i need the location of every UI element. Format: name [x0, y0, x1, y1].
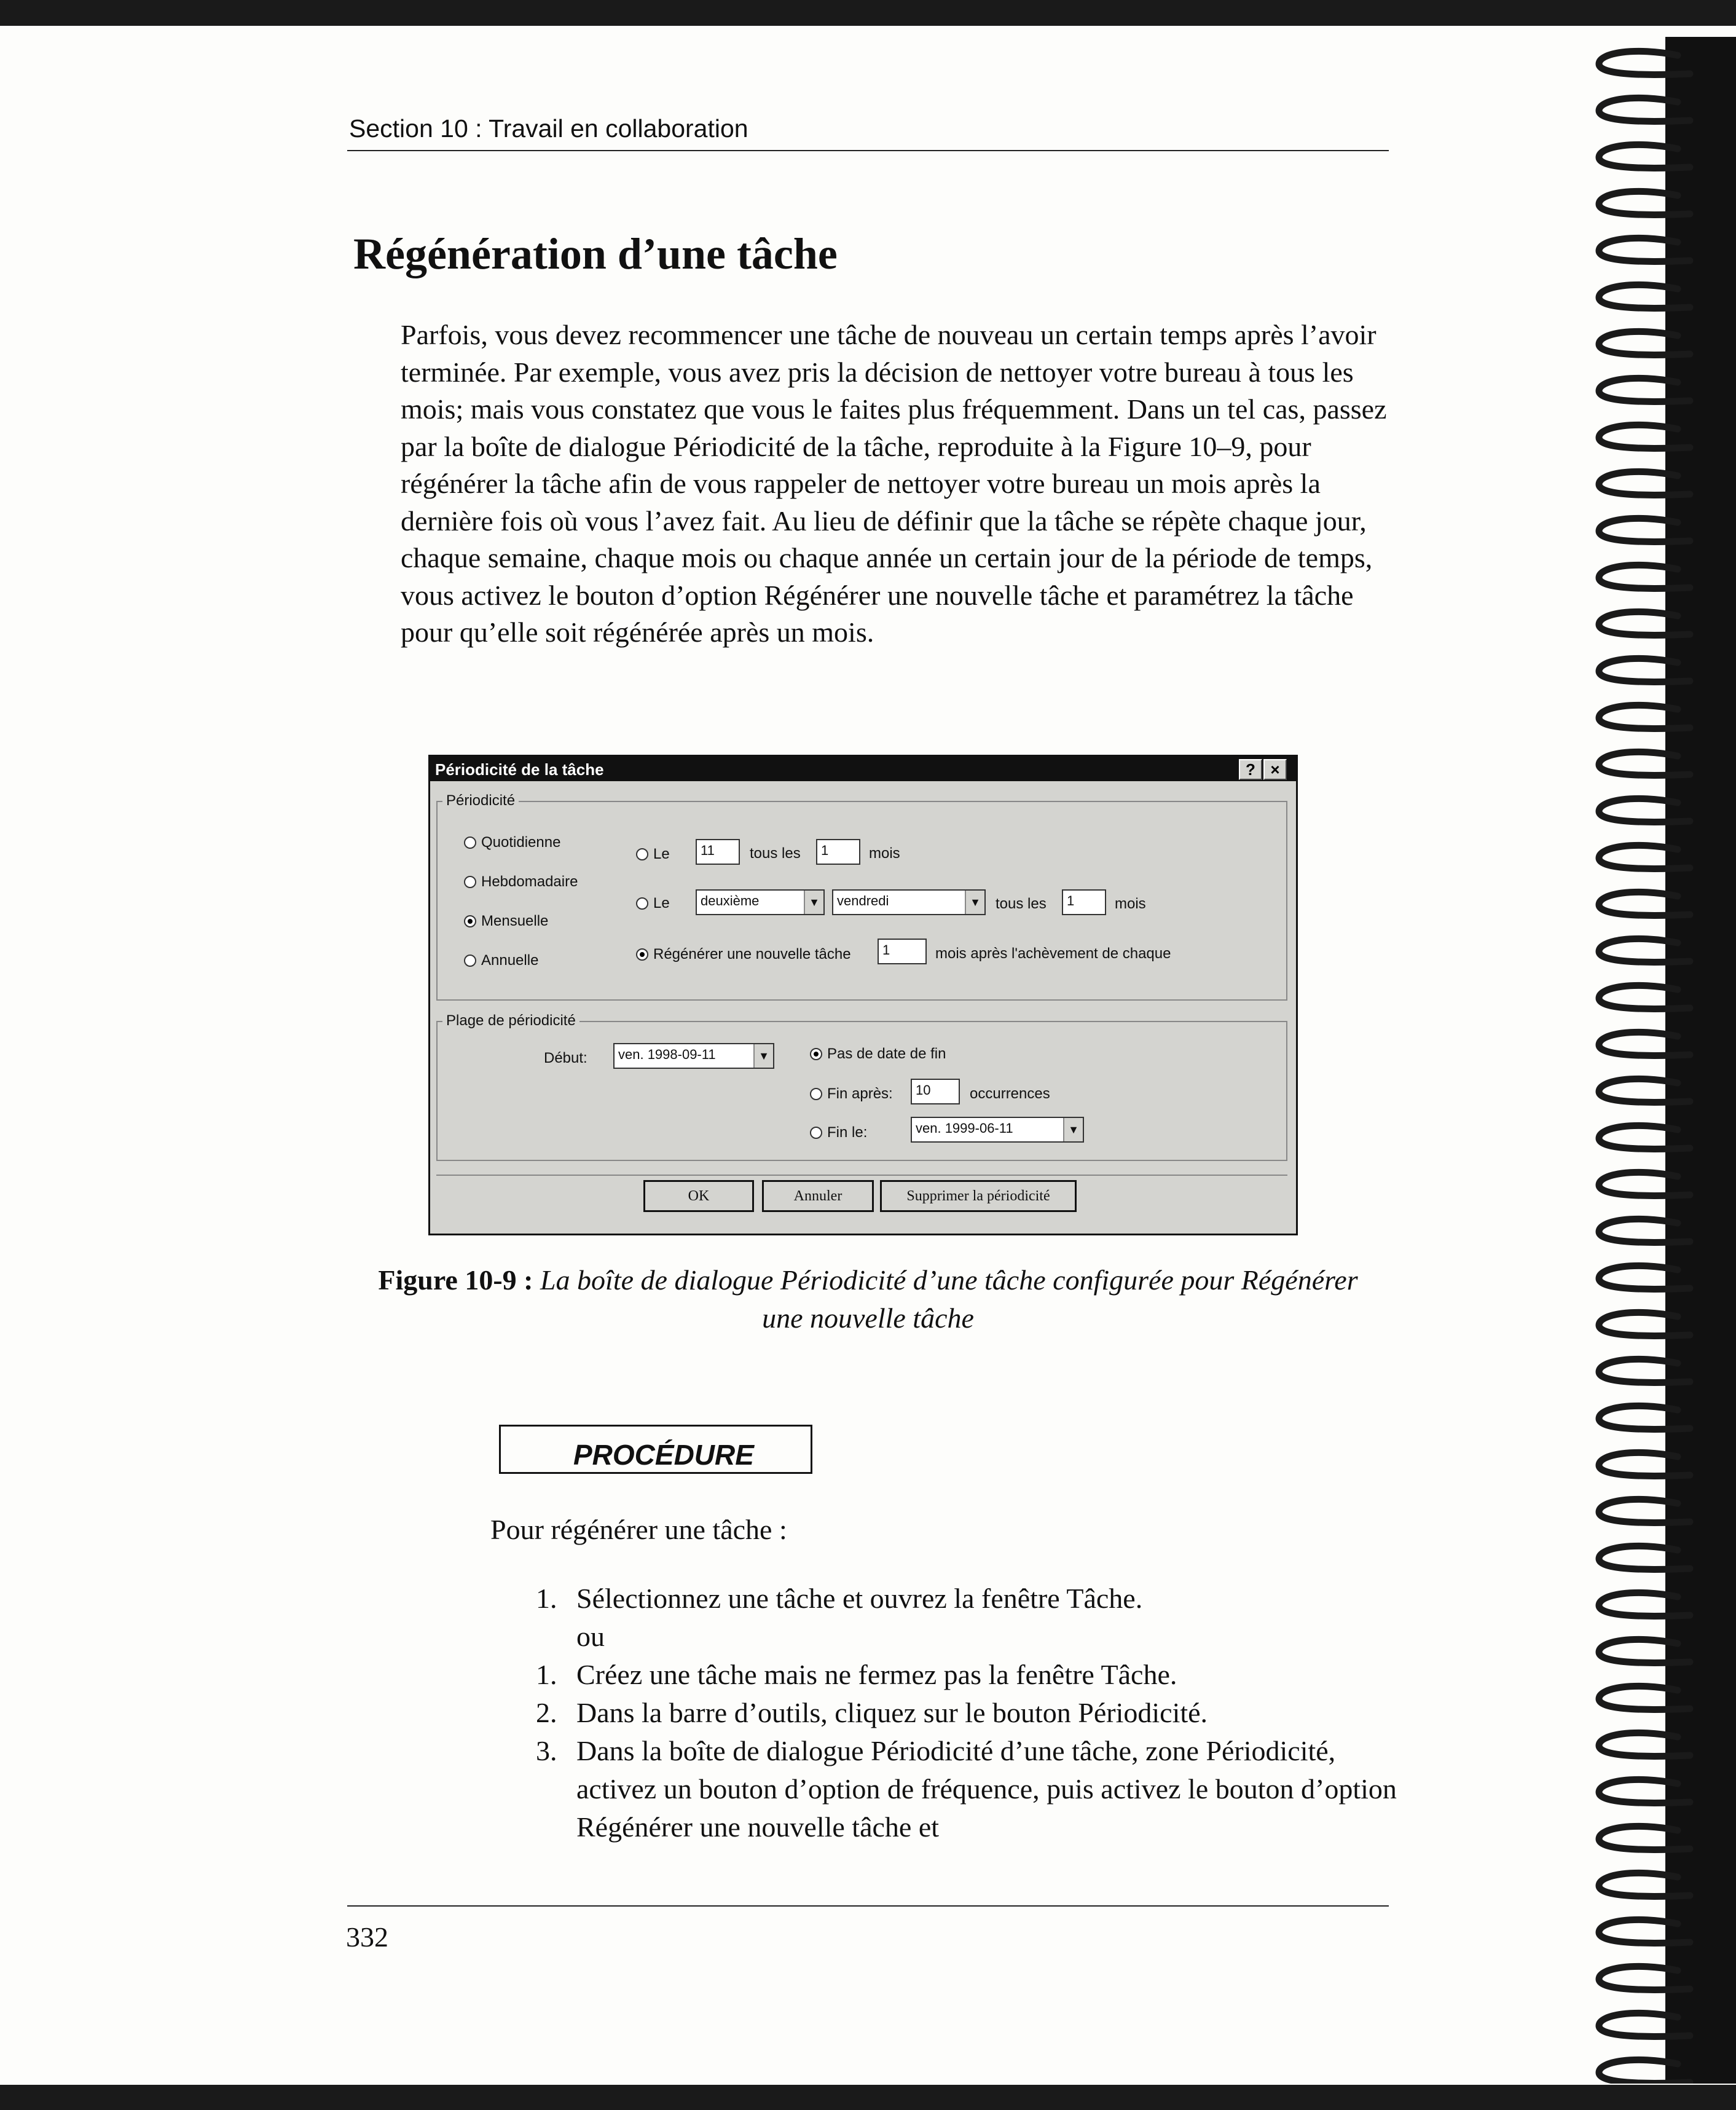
- weekday-month-interval-input[interactable]: 1: [1062, 889, 1106, 915]
- procedure-steps: [536, 1580, 1408, 1846]
- weekday-select[interactable]: [832, 889, 986, 915]
- button-divider: [436, 1175, 1287, 1176]
- figure-caption: [369, 1261, 1367, 1337]
- chevron-down-icon[interactable]: ▼: [1063, 1118, 1083, 1141]
- step-number: 1.: [536, 1659, 557, 1690]
- recurrence-dialog: [428, 755, 1298, 1235]
- start-date-value: ven. 1998-09-11: [618, 1047, 716, 1062]
- list-item: [536, 1580, 1408, 1618]
- ok-button[interactable]: OK: [643, 1180, 754, 1212]
- no-end-date-radio[interactable]: [810, 1045, 946, 1063]
- chevron-down-icon[interactable]: ▼: [804, 891, 823, 914]
- running-header: Section 10 : Travail en collaboration: [349, 114, 748, 143]
- weekday-rule-label: Le: [653, 895, 670, 911]
- list-item: [536, 1732, 1408, 1846]
- step-number: 3.: [536, 1735, 557, 1766]
- freq-yearly-label: Annuelle: [481, 952, 539, 969]
- start-date-select[interactable]: [613, 1043, 774, 1069]
- ordinal-select[interactable]: [696, 889, 825, 915]
- regenerate-months-input[interactable]: 1: [878, 939, 927, 964]
- start-label: Début:: [544, 1050, 587, 1066]
- page-number: 332: [346, 1921, 388, 1953]
- periodicity-legend: Périodicité: [442, 792, 519, 809]
- cancel-button[interactable]: Annuler: [762, 1180, 874, 1212]
- day-of-month-label: Le: [653, 846, 670, 862]
- end-date-select[interactable]: [911, 1117, 1084, 1143]
- list-item: [536, 1618, 1408, 1656]
- radio-icon: [810, 1088, 822, 1100]
- radio-icon: [636, 848, 648, 860]
- caption-label: Figure 10-9 :: [378, 1264, 533, 1296]
- month-interval-input[interactable]: 1: [816, 839, 860, 865]
- freq-daily-label: Quotidienne: [481, 834, 561, 851]
- header-rule: [347, 150, 1389, 151]
- radio-icon: [464, 955, 476, 967]
- weekday-rule-radio[interactable]: [636, 895, 670, 912]
- freq-weekly-radio[interactable]: [464, 873, 578, 891]
- freq-monthly-label: Mensuelle: [481, 913, 549, 929]
- caption-text: La boîte de dialogue Périodicité d’une tâche configurée pour Régénérer une nouvelle tâche: [540, 1264, 1358, 1334]
- freq-monthly-radio[interactable]: [464, 913, 548, 930]
- scan-bottom-edge: [0, 2085, 1736, 2110]
- step-text: ou: [576, 1621, 605, 1652]
- footer-rule: [347, 1905, 1389, 1907]
- dialog-title: Périodicité de la tâche: [435, 760, 604, 779]
- close-button[interactable]: ×: [1263, 759, 1287, 780]
- every-label: tous les: [750, 845, 801, 862]
- radio-selected-icon: [464, 915, 476, 927]
- procedure-intro: Pour régénérer une tâche :: [490, 1514, 787, 1545]
- radio-icon: [636, 897, 648, 910]
- freq-daily-radio[interactable]: [464, 834, 560, 851]
- occurrences-input[interactable]: 10: [911, 1079, 960, 1104]
- range-legend: Plage de périodicité: [442, 1012, 579, 1029]
- radio-icon: [464, 876, 476, 888]
- page-title: Régénération d’une tâche: [353, 229, 838, 278]
- step-text: Dans la boîte de dialogue Périodicité d’une tâche, zone Périodicité, activez un bouton d’option de fréquence, puis activez le bouton d’option Régénérer une nouvelle tâche et: [576, 1735, 1397, 1843]
- every-label: tous les: [996, 896, 1047, 912]
- step-text: Dans la barre d’outils, cliquez sur le bouton Périodicité.: [576, 1697, 1208, 1728]
- radio-icon: [810, 1127, 822, 1139]
- end-after-radio[interactable]: [810, 1085, 893, 1103]
- step-number: 1.: [536, 1583, 557, 1614]
- end-date-value: ven. 1999-06-11: [916, 1120, 1013, 1136]
- step-number: 2.: [536, 1697, 557, 1728]
- list-item: [536, 1656, 1408, 1694]
- regenerate-label: Régénérer une nouvelle tâche: [653, 946, 851, 962]
- dialog-titlebar: [430, 757, 1296, 781]
- radio-selected-icon: [810, 1048, 822, 1060]
- radio-icon: [464, 837, 476, 849]
- spiral-binding: [1585, 37, 1736, 2084]
- procedure-label: PROCÉDURE: [568, 1438, 759, 1471]
- end-by-label: Fin le:: [827, 1124, 868, 1141]
- binding-edge: [1665, 37, 1736, 2084]
- chevron-down-icon[interactable]: ▼: [965, 891, 984, 914]
- step-text: Créez une tâche mais ne fermez pas la fenêtre Tâche.: [576, 1659, 1177, 1690]
- day-of-month-radio[interactable]: [636, 846, 670, 863]
- end-by-radio[interactable]: [810, 1124, 867, 1141]
- day-of-month-input[interactable]: 11: [696, 839, 740, 865]
- months-label: mois: [1115, 896, 1146, 912]
- regenerate-radio[interactable]: [636, 946, 851, 963]
- freq-weekly-label: Hebdomadaire: [481, 873, 578, 890]
- radio-selected-icon: [636, 948, 648, 961]
- months-label: mois: [869, 845, 900, 862]
- regenerate-suffix: mois après l'achèvement de chaque: [935, 945, 1171, 962]
- freq-yearly-radio[interactable]: [464, 952, 538, 969]
- intro-paragraph: Parfois, vous devez recommencer une tâche de nouveau un certain temps après l’avoir terminée. Par exemple, vous avez pris la décision de nettoyer votre bureau à tous les mois; mais vous constatez que vous le faites plus fréquemment. Dans un tel cas, passez par la boîte de dialogue Périodicité de la tâche, reproduite à la Figure 10–9, pour régénérer la tâche afin de vous rappeler de nettoyer votre bureau un mois après la dernière fois où vous l’avez fait. Au lieu de définir que la tâche se répète chaque jour, chaque semaine, chaque mois ou chaque année un certain jour de la période de temps, vous activez le bouton d’option Régénérer une nouvelle tâche et paramétrez la tâche pour qu’elle soit régénérée après un mois.: [401, 319, 1387, 648]
- chevron-down-icon[interactable]: ▼: [753, 1044, 773, 1068]
- weekday-value: vendredi: [837, 893, 889, 908]
- ordinal-value: deuxième: [701, 893, 760, 908]
- list-item: [536, 1694, 1408, 1732]
- end-after-label: Fin après:: [827, 1085, 893, 1102]
- occurrences-label: occurrences: [970, 1085, 1050, 1102]
- scan-top-edge: [0, 0, 1736, 26]
- step-text: Sélectionnez une tâche et ouvrez la fenêtre Tâche.: [576, 1583, 1143, 1614]
- no-end-date-label: Pas de date de fin: [827, 1045, 946, 1062]
- help-button[interactable]: ?: [1239, 759, 1262, 780]
- remove-recurrence-button[interactable]: Supprimer la périodicité: [880, 1180, 1077, 1212]
